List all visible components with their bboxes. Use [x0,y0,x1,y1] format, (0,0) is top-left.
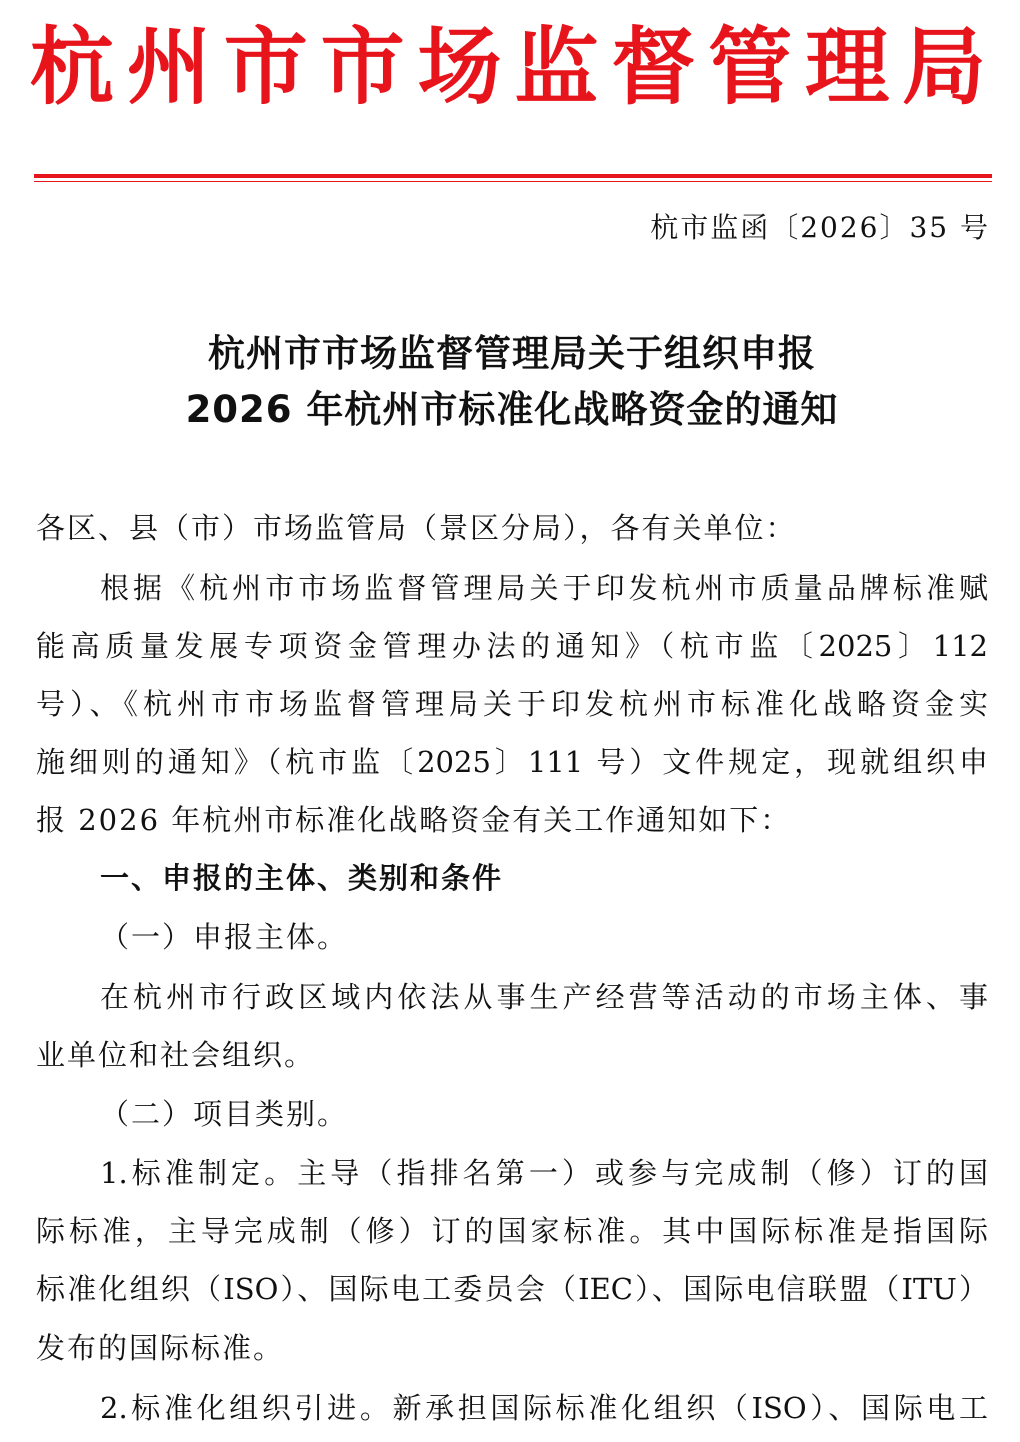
salutation: 各区、县（市）市场监管局（景区分局），各有关单位： [36,511,797,545]
document-title-line-2: 2026 年杭州市标准化战略资金的通知 [185,388,839,431]
header-red-rule-thick [34,174,992,178]
body-line: 能高质量发展专项资金管理办法的通知》（杭市监〔2025〕112 [36,629,988,663]
body-line: 号）、《杭州市市场监督管理局关于印发杭州市标准化战略资金实 [36,687,988,721]
header-red-rule-thin [34,181,992,182]
document-number: 杭市监函〔2026〕35 号 [650,211,990,244]
body-line: 1.标准制定。主导（指排名第一）或参与完成制（修）订的国 [100,1156,988,1190]
document-title-line-1: 杭州市市场监督管理局关于组织申报 [208,332,816,375]
document-title [40,326,984,438]
agency-header-title: 杭州市市场监督管理局 [30,18,992,116]
body-line: 发布的国际标准。 [36,1331,285,1365]
body-line: 际标准，主导完成制（修）订的国家标准。其中国际标准是指国际 [36,1214,988,1248]
body-line: 在杭州市行政区域内依法从事生产经营等活动的市场主体、事 [100,980,988,1014]
section-heading-1: 一、申报的主体、类别和条件 [100,861,504,895]
subsection-heading-2: （二）项目类别。 [100,1097,349,1131]
body-line: 标准化组织（ISO）、国际电工委员会（IEC）、国际电信联盟（ITU） [36,1272,988,1306]
subsection-heading-1: （一）申报主体。 [100,920,349,954]
body-line: 报 2026 年杭州市标准化战略资金有关工作通知如下： [36,803,792,837]
body-line: 施细则的通知》（杭市监〔2025〕111 号）文件规定，现就组织申 [36,745,988,779]
body-line: 业单位和社会组织。 [36,1038,316,1072]
body-line: 2.标准化组织引进。新承担国际标准化组织（ISO）、国际电工 [100,1391,988,1425]
body-line: 根据《杭州市市场监督管理局关于印发杭州市质量品牌标准赋 [100,571,988,605]
